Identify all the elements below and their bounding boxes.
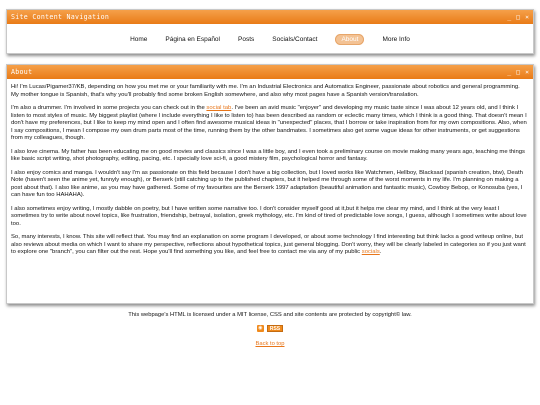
close-icon[interactable]: × [525, 13, 529, 21]
nav-window [6, 9, 534, 54]
nav-link-about[interactable]: About [335, 34, 364, 45]
site-navigation [7, 24, 533, 55]
rss-feed [0, 325, 540, 332]
rss-badge[interactable]: RSS [267, 325, 283, 332]
socials-link[interactable]: socials [361, 249, 380, 255]
about-paragraph-cinema: I also love cinema. My father has been educating me on good movies and classics since I was a little boy, and I even took a preliminary course on movie making many years ago, teaching me things like basic script writing, shot photography, editing, pacing, etc. I specially love sci-fi, a good mistery film, psychological horror and fantasy. [11, 148, 525, 162]
back-to-top [0, 341, 540, 347]
about-text: . I've been an avid music "enjoyer" and developing my music taste since I was about 12 years old, and I think I listen to most styles of music. My biggest playlist (where I include everything I like to listen to) has been described as random or eclectic many times, which I think is a good thing. That doesn't mean I don't have my preferences, but I like to keep my mind open and I often find awesome musical ideas in "unexpected" places, that I borrow or take inspiration from for my own compositions. Also, when I say compositions, I mean I compose my own drum parts most of the time, running them by the other bandmates. I sometimes also get some vague ideas for other instruments, or get suggestions from my colleagues, though. [11, 105, 527, 141]
about-window [6, 64, 534, 304]
about-window-titlebar[interactable] [7, 65, 533, 79]
maximize-icon[interactable]: □ [516, 13, 521, 21]
nav-link-posts[interactable]: Posts [238, 36, 255, 43]
nav-link-more-info[interactable]: More Info [382, 36, 410, 43]
about-paragraph-writing: I also sometimes enjoy writing, I mostly dabble on poetry, but I have written some narrative too. I don't consider myself good at it,but it helps me clear my mind, and I think at the very least I sometimes try to write about novel topics, like frustration, friendship, betrayal, isolation, greek mythology, etc. I'm kind of tired of predictable love songs, I guess, although I sometimes write about love too. [11, 205, 527, 227]
about-window-title: About [11, 68, 33, 76]
rss-icon[interactable]: ◉ [258, 325, 263, 331]
social-tab-link[interactable]: social tab [206, 105, 232, 111]
about-window-controls [507, 68, 529, 76]
minimize-icon[interactable]: _ [507, 68, 512, 76]
about-content [7, 79, 533, 257]
nav-link-spanish[interactable]: Página en Español [165, 36, 220, 43]
back-to-top-link[interactable]: Back to top [255, 341, 285, 347]
nav-link-home[interactable]: Home [130, 36, 148, 43]
about-paragraph-intro: Hi! I'm Lucas/Pigamer37/KB, depending on how you met me or your familiarity with me. I'm an Industrial Electronics and Automatics Engineer, passionate about robotics and general programming. My mother tongue is Spanish, that's why you'll probably find some broken English somewhere, and also why most pages have a Spanish version/translation. [11, 84, 520, 98]
about-text: . [379, 249, 382, 255]
about-paragraph-comics: I also enjoy comics and manga. I wouldn't say I'm as passionate on this field because I don't have a big collection, but I loved works like Watchmen, Hellboy, Blacksad (spanish creation, btw), Death Note (haven't seen the anime yet, funnyly enough), or Berserk (still catching up to the published chapters, but it helped me through some of the worst moments in my life. I'm planning on making a post about that). I also like anime, as you may have gathered. Some of my favourites are the Berserk 1997 adaptation (beautiful animation and fantastic music), Cowboy Bebop, or Konosuba (yes, I can have fun too HAHAHA). [11, 169, 523, 198]
nav-window-title: Site Content Navigation [11, 13, 110, 21]
nav-window-controls [507, 13, 529, 21]
close-icon[interactable]: × [525, 68, 529, 76]
about-paragraph-music [11, 105, 529, 143]
nav-link-socials[interactable]: Socials/Contact [272, 36, 318, 43]
minimize-icon[interactable]: _ [507, 13, 512, 21]
license-notice: This webpage's HTML is licensed under a MIT license, CSS and site contents are protected by copyright© law. [128, 312, 412, 318]
nav-window-titlebar[interactable] [7, 10, 533, 24]
about-text: I'm also a drummer. I'm involved in some projects you can check out in the [11, 105, 207, 111]
maximize-icon[interactable]: □ [516, 68, 521, 76]
about-text: So, many interests, I know. This site will reflect that. You may find an explanation on some program I developed, or about some technology I find interesting but think lacks a good writeup online, but also reviews about media on which I want to share my perspective, reflections about hypothetical topics, just general blogging. Don't worry, they will be clearly labeled in categories so if you just want to explore one "branch", you can filter out the rest. Hope you'll find something you like, and feel free to contact me via any of my public [11, 234, 526, 255]
about-paragraph-interests [11, 234, 529, 257]
